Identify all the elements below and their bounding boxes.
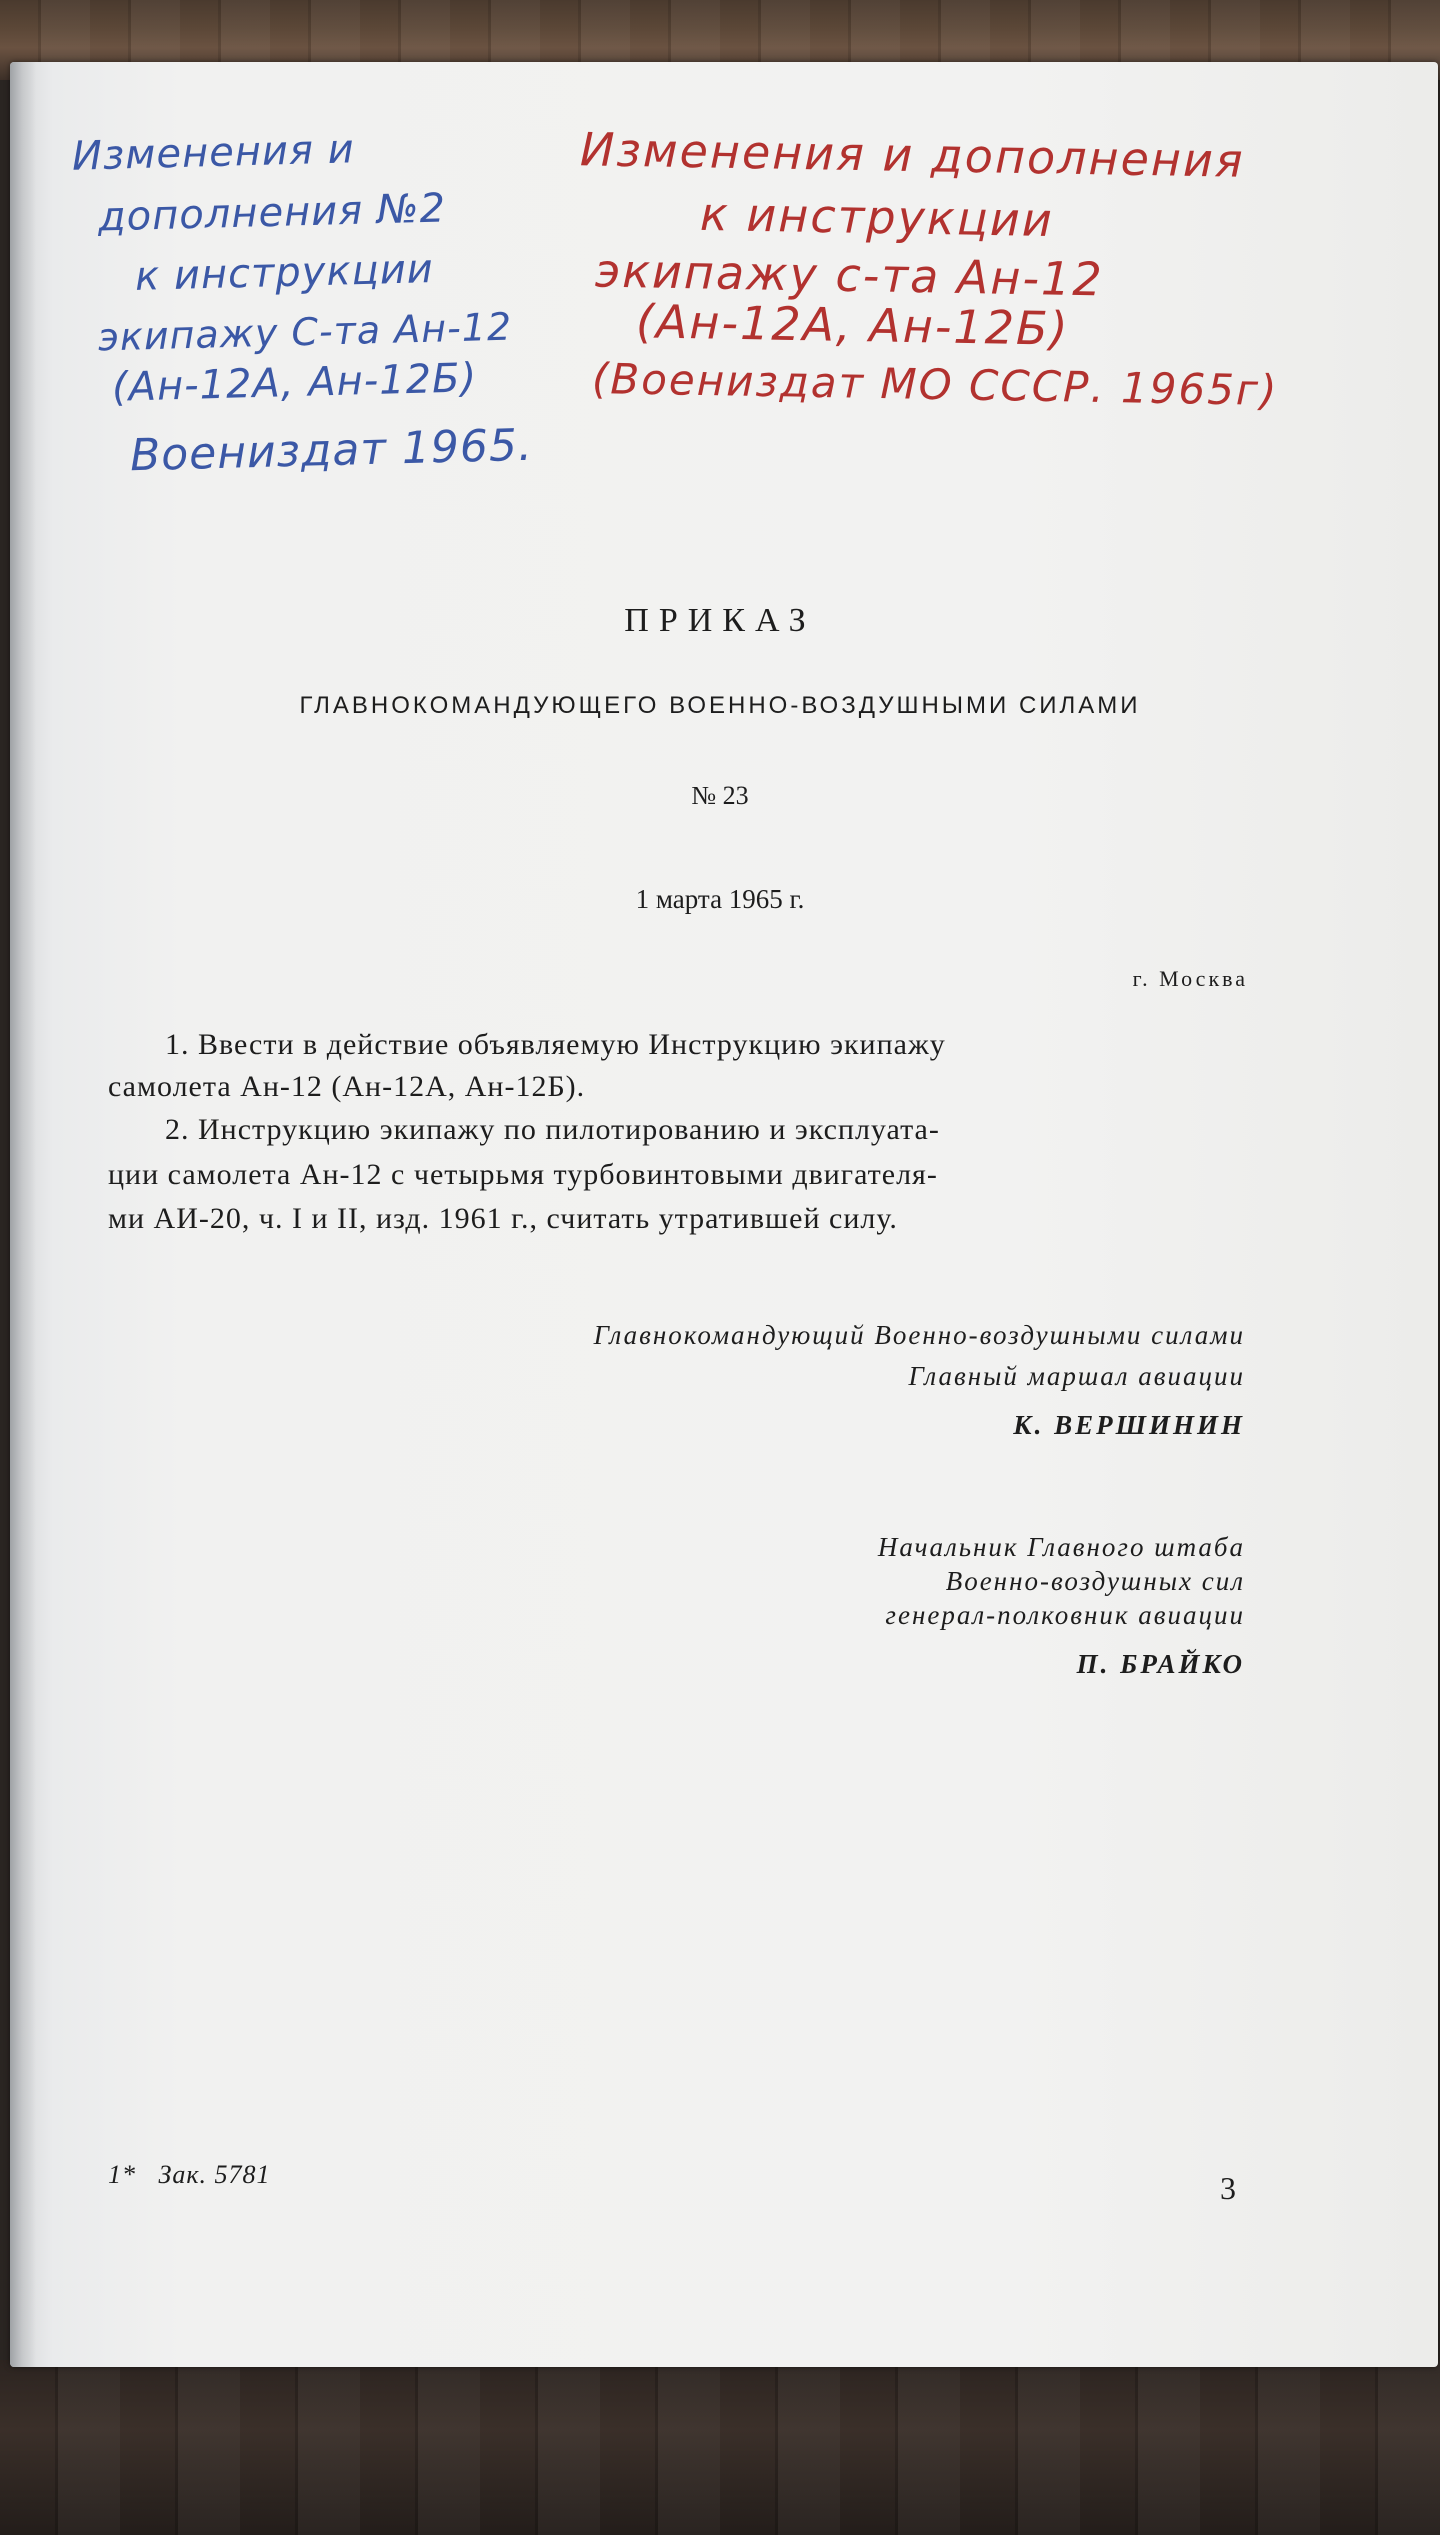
signatory-position: Начальник Главного штаба bbox=[877, 1532, 1245, 1562]
handwriting-line: Воениздат 1965. bbox=[129, 419, 534, 482]
signatory-position: Главнокомандующий Военно-воздушными силами bbox=[593, 1320, 1245, 1350]
handwriting-line: Изменения и bbox=[71, 126, 356, 180]
wooden-table-bottom bbox=[0, 2360, 1440, 2535]
handwriting-line: Изменения и дополнения bbox=[579, 122, 1246, 188]
order-city: г. Москва bbox=[1132, 966, 1248, 991]
paragraph-line: самолета Ан-12 (Ан-12А, Ан-12Б). bbox=[108, 1070, 586, 1103]
order-number: № 23 bbox=[691, 781, 749, 810]
signatory-position: Военно-воздушных сил bbox=[945, 1566, 1245, 1596]
page-number: 3 bbox=[1220, 2170, 1236, 2206]
signatory-rank: Главный маршал авиации bbox=[908, 1361, 1245, 1391]
handwriting-line: (Ан-12А, Ан-12Б) bbox=[635, 294, 1070, 356]
document-subtitle: ГЛАВНОКОМАНДУЮЩЕГО ВОЕННО-ВОЗДУШНЫМИ СИЛАМИ bbox=[299, 692, 1141, 719]
document-title: ПРИКАЗ bbox=[624, 602, 816, 639]
paragraph-line: ми АИ-20, ч. I и II, изд. 1961 г., считать утратившей силу. bbox=[108, 1202, 898, 1235]
page-spine-shadow bbox=[10, 62, 36, 2367]
handwriting-line: к инструкции bbox=[134, 246, 435, 300]
handwriting-line: экипажу с-та Ан-12 bbox=[594, 243, 1105, 307]
handwriting-line: (Ан-12А, Ан-12Б) bbox=[111, 355, 478, 411]
print-order-reference: 1* Зак. 5781 bbox=[108, 2160, 271, 2189]
handwriting-line: дополнения №2 bbox=[97, 185, 447, 241]
paragraph-line: 1. Ввести в действие объявляемую Инструкцию экипажу bbox=[165, 1028, 946, 1061]
paragraph-line: ции самолета Ан-12 с четырьмя турбовинтовыми двигателя- bbox=[108, 1158, 938, 1191]
signatory-name: П. БРАЙКО bbox=[1076, 1649, 1245, 1679]
paragraph-line: 2. Инструкцию экипажу по пилотированию и эксплуата- bbox=[165, 1113, 940, 1146]
handwriting-line: (Воениздат МО СССР. 1965г) bbox=[591, 354, 1279, 415]
order-date: 1 марта 1965 г. bbox=[635, 884, 805, 914]
handwriting-line: к инструкции bbox=[699, 186, 1055, 248]
handwriting-line: экипажу С-та Ан-12 bbox=[97, 304, 513, 360]
signatory-rank: генерал-полковник авиации bbox=[885, 1600, 1245, 1630]
signatory-name: К. ВЕРШИНИН bbox=[1013, 1410, 1245, 1440]
